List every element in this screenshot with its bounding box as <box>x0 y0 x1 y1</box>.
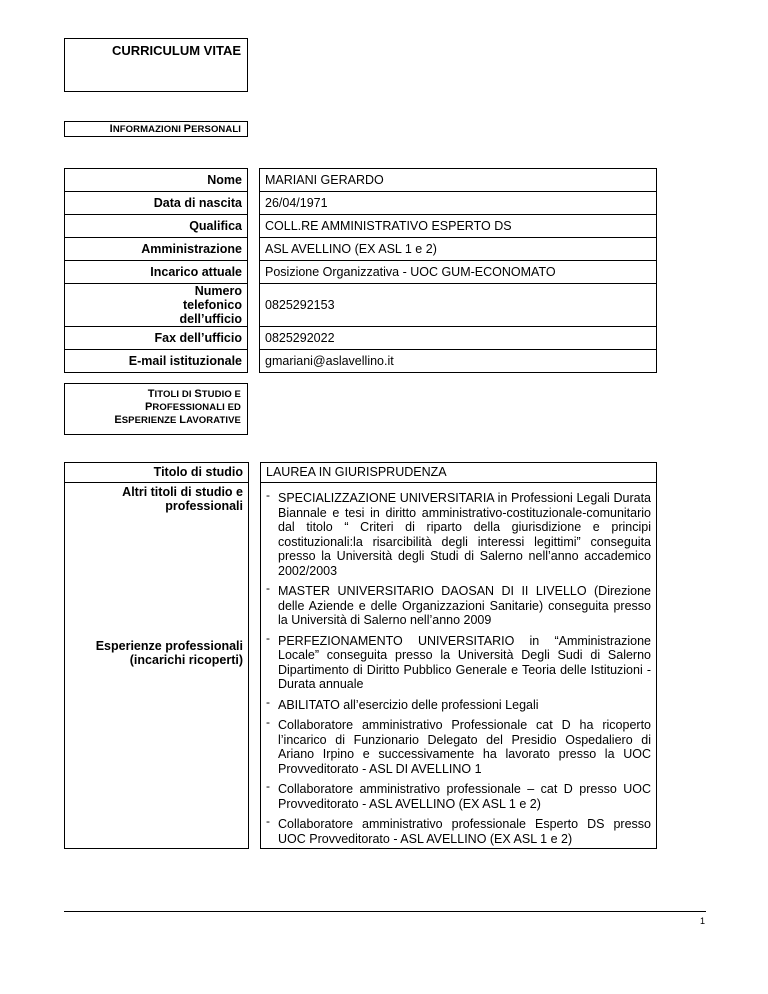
experience-label-cell <box>65 602 249 848</box>
section-heading-part: ITOLI DI <box>154 389 195 400</box>
section-heading-part: P <box>144 401 153 413</box>
info-value: 0825292153 <box>260 284 657 327</box>
education-table <box>64 462 657 849</box>
info-label: Qualifica <box>65 215 248 238</box>
section-heading-part: T <box>147 388 155 400</box>
bullet-dash: - <box>266 581 270 595</box>
info-label: Incarico attuale <box>65 261 248 284</box>
info-value: 26/04/1971 <box>260 192 657 215</box>
info-row <box>65 238 657 261</box>
list-item-text: SPECIALIZZAZIONE UNIVERSITARIA in Professioni Legali Durata Biannale e tesi in diritto amministrativo-costituzionale-comunitario dal titolo “ Criteri di riparto della giurisdizione e principi costituzionali:la risarcibilità degli interessi legittimi” conseguita presso la Università degli Studi di Salerno nell’anno accademico 2002/2003 <box>278 491 651 578</box>
info-row <box>65 261 657 284</box>
info-row <box>65 284 657 327</box>
section-heading-part: ROFESSIONALI ED <box>152 402 241 413</box>
bullet-dash: - <box>266 488 270 502</box>
list-item <box>266 488 651 578</box>
cv-title-box <box>64 38 248 92</box>
section-heading-part: I <box>109 123 113 135</box>
info-value: gmariani@aslavellino.it <box>260 350 657 373</box>
footer-rule <box>64 911 706 912</box>
info-value: 0825292022 <box>260 327 657 350</box>
bullet-dash: - <box>266 814 270 828</box>
section-heading-part: S <box>194 388 202 400</box>
page-number: 1 <box>700 916 706 926</box>
list-item-text: Collaboratore amministrativo professionale – cat D presso UOC Provveditorato - ASL AVELLINO (EX ASL 1 e 2) <box>278 782 651 811</box>
list-item <box>266 814 651 846</box>
list-item-text: ABILITATO all’esercizio delle professioni Legali <box>278 697 539 712</box>
section-heading-part: AVORATIVE <box>186 415 241 426</box>
info-label: E-mail istituzionale <box>65 350 248 373</box>
info-label: Nome <box>65 169 248 192</box>
section-studies-experience <box>64 383 248 435</box>
section-heading-part: ERSONALI <box>191 124 241 135</box>
bullet-dash: - <box>266 715 270 729</box>
list-item <box>266 694 651 713</box>
personal-info-table <box>64 168 657 373</box>
cv-title: CURRICULUM VITAE <box>111 43 241 58</box>
bullet-dash: - <box>266 630 270 645</box>
section-personal-info <box>64 121 248 137</box>
info-label-text: Numero telefonico dell’ufficio <box>179 284 242 326</box>
section-heading-part: L <box>179 414 187 426</box>
degree-value: LAUREA IN GIURISPRUDENZA <box>261 463 657 483</box>
section-heading-part: SPERIENZE <box>121 415 180 426</box>
bullet-dash: - <box>266 779 270 793</box>
info-row <box>65 192 657 215</box>
list-item <box>266 779 651 811</box>
info-label: Data di nascita <box>65 192 248 215</box>
info-row <box>65 327 657 350</box>
other-titles-list <box>266 488 651 712</box>
list-item <box>266 630 651 692</box>
section-heading-part: TUDIO E <box>201 389 241 400</box>
info-value: ASL AVELLINO (EX ASL 1 e 2) <box>260 238 657 261</box>
list-item-text: MASTER UNIVERSITARIO DAOSAN DI II LIVELLO (Direzione delle Aziende e delle Organizzazioni Sanitarie) conseguita presso la Università di Salerno nell’anno 2009 <box>278 584 651 627</box>
list-item <box>266 715 651 776</box>
experience-list <box>266 715 651 846</box>
info-label: Amministrazione <box>65 238 248 261</box>
list-item <box>266 581 651 628</box>
info-value: MARIANI GERARDO <box>260 169 657 192</box>
info-row <box>65 169 657 192</box>
section-heading-part: P <box>183 123 192 135</box>
list-item-text: Collaboratore amministrativo Professionale cat D ha ricoperto l’incarico di Funzionario Delegato del Presidio Ospedaliero di Ariano Irpino e successivamente ha lavorato presso la UOC Provveditorato - ASL DI AVELLINO 1 <box>278 718 651 776</box>
section-heading-part: E <box>114 414 122 426</box>
other-titles-label: Altri titoli di studio e professionali <box>65 483 249 603</box>
degree-label: Titolo di studio <box>65 463 249 483</box>
info-label: Fax dell’ufficio <box>65 327 248 350</box>
bullet-dash: - <box>266 694 270 709</box>
list-item-text: PERFEZIONAMENTO UNIVERSITARIO in “Amministrazione Locale” conseguita presso la Università Degli Sudi di Salerno Dipartimento di Diritto Pubblico Generale e Teoria delle Istituzioni - Durata annuale <box>278 633 651 691</box>
list-item-text: Collaboratore amministrativo professionale Esperto DS presso UOC Provveditorato - ASL AVELLINO (EX ASL 1 e 2) <box>278 817 651 846</box>
info-value: Posizione Organizzativa - UOC GUM-ECONOMATO <box>260 261 657 284</box>
info-value: COLL.RE AMMINISTRATIVO ESPERTO DS <box>260 215 657 238</box>
section-heading-part: NFORMAZIONI <box>112 124 184 135</box>
experience-label: Esperienze professionali (incarichi ricoperti) <box>95 638 243 667</box>
info-row <box>65 215 657 238</box>
education-items-cell <box>261 483 657 849</box>
info-label <box>65 284 248 327</box>
info-row <box>65 350 657 373</box>
